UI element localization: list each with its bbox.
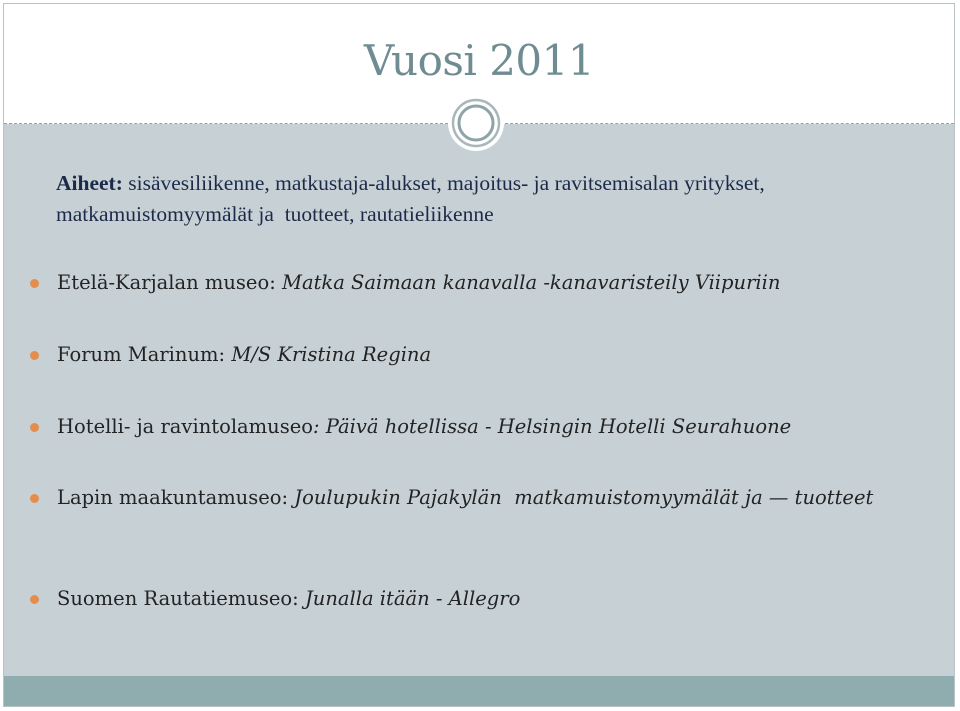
museum-name: Etelä-Karjalan museo: (57, 271, 282, 294)
intro-paragraph (56, 168, 916, 230)
footer-band (4, 676, 954, 706)
museum-name: Hotelli- ja ravintolamuseo (57, 415, 314, 438)
museum-name: Suomen Rautatiemuseo: (57, 587, 305, 610)
list-item-text (57, 268, 897, 297)
bullet-icon (30, 595, 39, 604)
intro-label: Aiheet: (56, 171, 123, 195)
bullet-icon (30, 279, 39, 288)
museum-name: Forum Marinum: (57, 343, 232, 366)
list-item-text (57, 412, 897, 441)
circle-ornament-icon (447, 94, 505, 152)
list-item-text (57, 584, 897, 613)
exhibit-title: : Päivä hotellissa - Helsingin Hotelli Seurahuone (313, 415, 792, 438)
bullet-icon (30, 494, 39, 503)
slide-title: Vuosi 2011 (363, 36, 595, 85)
exhibit-title: Joulupukin Pajakylän matkamuistomyymälät ja — tuotteet (294, 486, 874, 509)
exhibit-title: Junalla itään - Allegro (304, 587, 521, 610)
list-item-text (57, 483, 897, 512)
exhibit-title: M/S Kristina Regina (231, 343, 432, 366)
museum-name: Lapin maakuntamuseo: (57, 486, 295, 509)
intro-text: sisävesiliikenne, matkustaja-alukset, majoitus- ja ravitsemisalan yritykset, matkamuistomyymälät ja tuotteet, rautatieliikenne (56, 171, 765, 226)
list-item-text (57, 340, 897, 369)
bullet-icon (30, 351, 39, 360)
bullet-icon (30, 423, 39, 432)
exhibit-title: Matka Saimaan kanavalla -kanavaristeily Viipuriin (281, 271, 781, 294)
